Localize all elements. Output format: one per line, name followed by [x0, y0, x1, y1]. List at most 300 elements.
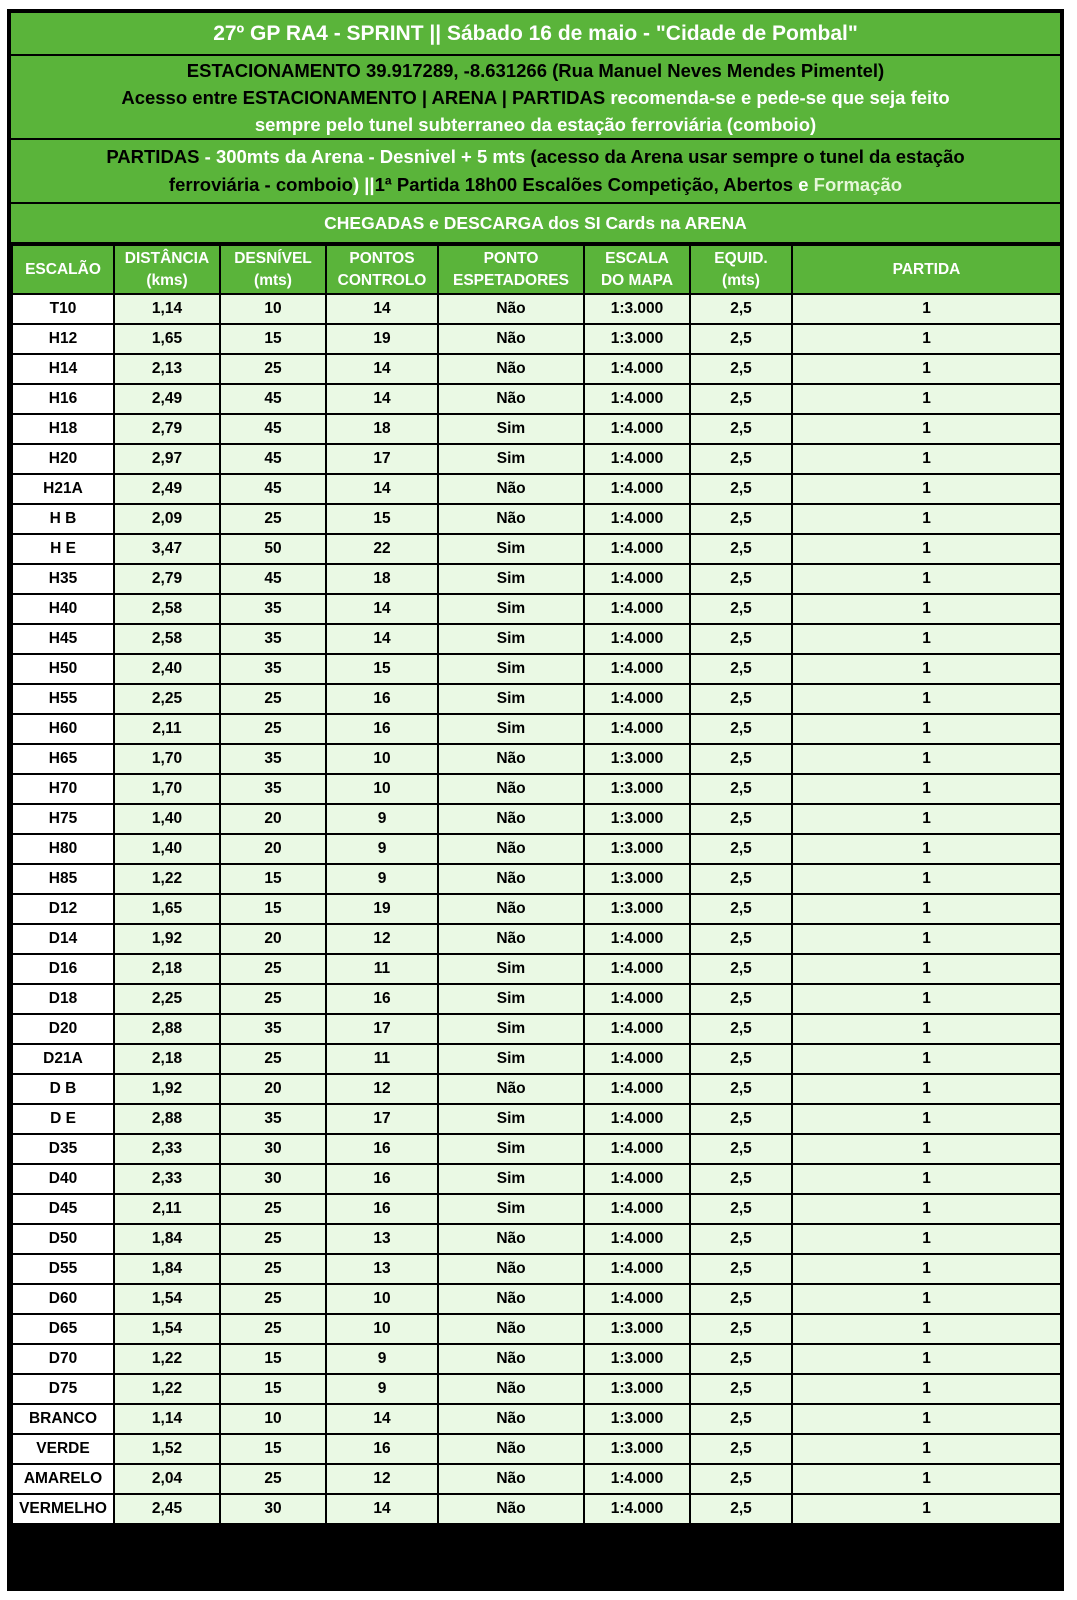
cell-climb: 25 [220, 504, 326, 534]
cell-category: D55 [12, 1254, 114, 1284]
cell-spectator: Não [438, 354, 584, 384]
cell-map-scale: 1:3.000 [584, 1344, 690, 1374]
cell-category: H55 [12, 684, 114, 714]
cell-spectator: Sim [438, 954, 584, 984]
finish-info [11, 204, 1060, 244]
cell-controls: 14 [326, 294, 438, 324]
cell-start: 1 [792, 324, 1061, 354]
cell-start: 1 [792, 1254, 1061, 1284]
cell-equidistance: 2,5 [690, 1044, 792, 1074]
cell-controls: 9 [326, 1344, 438, 1374]
cell-start: 1 [792, 294, 1061, 324]
cell-controls: 14 [326, 1404, 438, 1434]
cell-category: H40 [12, 594, 114, 624]
cell-distance: 2,04 [114, 1464, 220, 1494]
cell-controls: 10 [326, 744, 438, 774]
cell-controls: 15 [326, 504, 438, 534]
event-title [11, 13, 1060, 56]
cell-distance: 2,25 [114, 684, 220, 714]
cell-map-scale: 1:4.000 [584, 954, 690, 984]
table-row [12, 1494, 1061, 1524]
cell-map-scale: 1:4.000 [584, 384, 690, 414]
cell-start: 1 [792, 414, 1061, 444]
cell-equidistance: 2,5 [690, 324, 792, 354]
cell-climb: 20 [220, 1074, 326, 1104]
cell-distance: 2,58 [114, 594, 220, 624]
cell-equidistance: 2,5 [690, 414, 792, 444]
cell-climb: 50 [220, 534, 326, 564]
cell-controls: 16 [326, 1134, 438, 1164]
cell-controls: 9 [326, 804, 438, 834]
cell-controls: 14 [326, 354, 438, 384]
cell-controls: 16 [326, 684, 438, 714]
cell-equidistance: 2,5 [690, 354, 792, 384]
cell-start: 1 [792, 444, 1061, 474]
cell-equidistance: 2,5 [690, 1314, 792, 1344]
cell-category: H12 [12, 324, 114, 354]
table-row [12, 714, 1061, 744]
table-row [12, 804, 1061, 834]
table-row [12, 684, 1061, 714]
cell-climb: 15 [220, 864, 326, 894]
cell-spectator: Sim [438, 1104, 584, 1134]
cell-category: VERMELHO [12, 1494, 114, 1524]
cell-map-scale: 1:4.000 [584, 564, 690, 594]
cell-equidistance: 2,5 [690, 444, 792, 474]
cell-category: D12 [12, 894, 114, 924]
cell-climb: 25 [220, 714, 326, 744]
cell-map-scale: 1:3.000 [584, 1314, 690, 1344]
cell-spectator: Não [438, 834, 584, 864]
cell-map-scale: 1:4.000 [584, 1164, 690, 1194]
cell-equidistance: 2,5 [690, 564, 792, 594]
cell-equidistance: 2,5 [690, 924, 792, 954]
first-start: 1ª Partida 18h00 Escalões Competição, Abertos [374, 174, 799, 195]
cell-climb: 20 [220, 834, 326, 864]
cell-spectator: Sim [438, 444, 584, 474]
cell-distance: 2,40 [114, 654, 220, 684]
table-row [12, 1164, 1061, 1194]
cell-equidistance: 2,5 [690, 1404, 792, 1434]
cell-controls: 10 [326, 1314, 438, 1344]
col-climb: DESNÍVEL (mts) [220, 245, 326, 294]
cell-climb: 25 [220, 1464, 326, 1494]
cell-category: D45 [12, 1194, 114, 1224]
cell-equidistance: 2,5 [690, 474, 792, 504]
starts-note-2: ferroviária - comboio [168, 174, 353, 195]
table-row [12, 354, 1061, 384]
cell-map-scale: 1:3.000 [584, 864, 690, 894]
cell-spectator: Sim [438, 534, 584, 564]
cell-distance: 1,22 [114, 1344, 220, 1374]
cell-spectator: Não [438, 324, 584, 354]
cell-controls: 9 [326, 834, 438, 864]
cell-spectator: Não [438, 1314, 584, 1344]
cell-spectator: Não [438, 804, 584, 834]
cell-map-scale: 1:4.000 [584, 1074, 690, 1104]
cell-start: 1 [792, 834, 1061, 864]
table-row [12, 444, 1061, 474]
cell-start: 1 [792, 1134, 1061, 1164]
cell-equidistance: 2,5 [690, 384, 792, 414]
cell-distance: 2,58 [114, 624, 220, 654]
cell-map-scale: 1:3.000 [584, 744, 690, 774]
cell-distance: 2,79 [114, 414, 220, 444]
cell-category: H85 [12, 864, 114, 894]
cell-spectator: Sim [438, 1044, 584, 1074]
cell-category: H21A [12, 474, 114, 504]
cell-climb: 35 [220, 654, 326, 684]
cell-equidistance: 2,5 [690, 954, 792, 984]
cell-controls: 13 [326, 1224, 438, 1254]
cell-climb: 25 [220, 1254, 326, 1284]
table-row [12, 954, 1061, 984]
event-title-text: 27º GP RA4 - SPRINT || Sábado 16 de maio - "Cidade de Pombal" [213, 21, 858, 45]
cell-equidistance: 2,5 [690, 834, 792, 864]
cell-distance: 1,92 [114, 924, 220, 954]
cell-equidistance: 2,5 [690, 1374, 792, 1404]
cell-start: 1 [792, 1344, 1061, 1374]
cell-equidistance: 2,5 [690, 294, 792, 324]
cell-equidistance: 2,5 [690, 1434, 792, 1464]
cell-spectator: Sim [438, 564, 584, 594]
cell-category: H65 [12, 744, 114, 774]
cell-category: H B [12, 504, 114, 534]
cell-start: 1 [792, 384, 1061, 414]
cell-climb: 10 [220, 294, 326, 324]
cell-climb: 45 [220, 444, 326, 474]
cell-start: 1 [792, 1314, 1061, 1344]
table-row [12, 1434, 1061, 1464]
cell-controls: 19 [326, 324, 438, 354]
cell-controls: 14 [326, 594, 438, 624]
cell-start: 1 [792, 924, 1061, 954]
starts-tail: ) || [352, 174, 375, 195]
cell-spectator: Não [438, 1494, 584, 1524]
table-row [12, 624, 1061, 654]
cell-category: H60 [12, 714, 114, 744]
cell-climb: 35 [220, 1014, 326, 1044]
courses-table [11, 244, 1062, 1525]
cell-category: D21A [12, 1044, 114, 1074]
cell-map-scale: 1:4.000 [584, 594, 690, 624]
cell-equidistance: 2,5 [690, 654, 792, 684]
cell-climb: 30 [220, 1164, 326, 1194]
cell-start: 1 [792, 1074, 1061, 1104]
cell-spectator: Sim [438, 684, 584, 714]
cell-distance: 1,14 [114, 1404, 220, 1434]
cell-start: 1 [792, 684, 1061, 714]
cell-map-scale: 1:4.000 [584, 1104, 690, 1134]
cell-spectator: Sim [438, 624, 584, 654]
cell-category: VERDE [12, 1434, 114, 1464]
col-spectator: PONTO ESPETADORES [438, 245, 584, 294]
cell-distance: 1,40 [114, 804, 220, 834]
cell-category: H18 [12, 414, 114, 444]
cell-distance: 2,25 [114, 984, 220, 1014]
cell-equidistance: 2,5 [690, 804, 792, 834]
cell-equidistance: 2,5 [690, 1194, 792, 1224]
cell-controls: 22 [326, 534, 438, 564]
cell-climb: 35 [220, 774, 326, 804]
cell-category: H50 [12, 654, 114, 684]
cell-map-scale: 1:3.000 [584, 1434, 690, 1464]
cell-controls: 17 [326, 444, 438, 474]
cell-distance: 3,47 [114, 534, 220, 564]
cell-climb: 25 [220, 354, 326, 384]
cell-controls: 10 [326, 774, 438, 804]
cell-distance: 2,45 [114, 1494, 220, 1524]
cell-start: 1 [792, 504, 1061, 534]
table-row [12, 504, 1061, 534]
cell-distance: 2,49 [114, 384, 220, 414]
cell-equidistance: 2,5 [690, 1074, 792, 1104]
table-row [12, 1104, 1061, 1134]
cell-category: H20 [12, 444, 114, 474]
col-map-scale: ESCALA DO MAPA [584, 245, 690, 294]
cell-map-scale: 1:4.000 [584, 1014, 690, 1044]
cell-controls: 16 [326, 1194, 438, 1224]
cell-spectator: Não [438, 1434, 584, 1464]
cell-spectator: Não [438, 1404, 584, 1434]
cell-spectator: Não [438, 474, 584, 504]
cell-distance: 1,22 [114, 864, 220, 894]
cell-start: 1 [792, 624, 1061, 654]
cell-controls: 17 [326, 1014, 438, 1044]
cell-category: H E [12, 534, 114, 564]
table-row [12, 1134, 1061, 1164]
course-sheet [7, 9, 1064, 1591]
cell-map-scale: 1:4.000 [584, 444, 690, 474]
cell-controls: 16 [326, 1164, 438, 1194]
cell-start: 1 [792, 354, 1061, 384]
cell-climb: 15 [220, 1344, 326, 1374]
cell-equidistance: 2,5 [690, 504, 792, 534]
cell-map-scale: 1:4.000 [584, 1134, 690, 1164]
cell-equidistance: 2,5 [690, 774, 792, 804]
cell-distance: 1,70 [114, 744, 220, 774]
cell-controls: 16 [326, 1434, 438, 1464]
cell-distance: 1,84 [114, 1254, 220, 1284]
cell-controls: 11 [326, 954, 438, 984]
cell-spectator: Não [438, 1464, 584, 1494]
cell-controls: 9 [326, 1374, 438, 1404]
table-row [12, 564, 1061, 594]
cell-category: D E [12, 1104, 114, 1134]
cell-map-scale: 1:4.000 [584, 1224, 690, 1254]
table-row [12, 1224, 1061, 1254]
cell-equidistance: 2,5 [690, 714, 792, 744]
table-row [12, 1344, 1061, 1374]
cell-map-scale: 1:4.000 [584, 414, 690, 444]
cell-spectator: Não [438, 384, 584, 414]
cell-spectator: Não [438, 1074, 584, 1104]
cell-map-scale: 1:4.000 [584, 1284, 690, 1314]
starts-label: PARTIDAS [106, 146, 200, 167]
cell-climb: 25 [220, 984, 326, 1014]
table-row [12, 834, 1061, 864]
col-controls: PONTOS CONTROLO [326, 245, 438, 294]
cell-spectator: Sim [438, 414, 584, 444]
cell-category: D70 [12, 1344, 114, 1374]
table-row [12, 894, 1061, 924]
cell-spectator: Não [438, 924, 584, 954]
access-label: Acesso entre ESTACIONAMENTO | ARENA | PARTIDAS [121, 86, 606, 108]
cell-spectator: Não [438, 504, 584, 534]
cell-start: 1 [792, 984, 1061, 1014]
cell-distance: 2,09 [114, 504, 220, 534]
cell-climb: 25 [220, 1224, 326, 1254]
formation-word: Formação [813, 174, 903, 195]
cell-climb: 25 [220, 1314, 326, 1344]
cell-controls: 11 [326, 1044, 438, 1074]
cell-start: 1 [792, 594, 1061, 624]
cell-distance: 1,65 [114, 324, 220, 354]
cell-climb: 35 [220, 624, 326, 654]
cell-equidistance: 2,5 [690, 1344, 792, 1374]
cell-start: 1 [792, 804, 1061, 834]
cell-category: D18 [12, 984, 114, 1014]
cell-controls: 17 [326, 1104, 438, 1134]
cell-category: D35 [12, 1134, 114, 1164]
cell-map-scale: 1:4.000 [584, 1044, 690, 1074]
cell-equidistance: 2,5 [690, 1254, 792, 1284]
cell-map-scale: 1:3.000 [584, 834, 690, 864]
table-row [12, 1074, 1061, 1104]
cell-spectator: Não [438, 1284, 584, 1314]
cell-distance: 2,88 [114, 1014, 220, 1044]
table-row [12, 384, 1061, 414]
cell-category: D60 [12, 1284, 114, 1314]
cell-start: 1 [792, 1374, 1061, 1404]
cell-map-scale: 1:3.000 [584, 294, 690, 324]
cell-controls: 14 [326, 1494, 438, 1524]
cell-map-scale: 1:4.000 [584, 924, 690, 954]
cell-start: 1 [792, 774, 1061, 804]
cell-controls: 18 [326, 414, 438, 444]
table-row [12, 1254, 1061, 1284]
cell-spectator: Sim [438, 1194, 584, 1224]
cell-climb: 25 [220, 954, 326, 984]
cell-controls: 14 [326, 384, 438, 414]
cell-distance: 2,11 [114, 714, 220, 744]
table-row [12, 1374, 1061, 1404]
cell-climb: 15 [220, 1374, 326, 1404]
cell-spectator: Sim [438, 654, 584, 684]
cell-equidistance: 2,5 [690, 1014, 792, 1044]
cell-start: 1 [792, 1104, 1061, 1134]
cell-category: H70 [12, 774, 114, 804]
cell-equidistance: 2,5 [690, 624, 792, 654]
cell-controls: 12 [326, 924, 438, 954]
cell-map-scale: 1:3.000 [584, 774, 690, 804]
cell-start: 1 [792, 864, 1061, 894]
cell-distance: 2,13 [114, 354, 220, 384]
cell-start: 1 [792, 1014, 1061, 1044]
cell-start: 1 [792, 1044, 1061, 1074]
cell-spectator: Não [438, 774, 584, 804]
cell-category: T10 [12, 294, 114, 324]
parking-coords: 39.917289, -8.631266 (Rua Manuel Neves Mendes Pimentel) [360, 59, 885, 81]
cell-spectator: Não [438, 1254, 584, 1284]
table-row [12, 294, 1061, 324]
cell-controls: 18 [326, 564, 438, 594]
table-row [12, 474, 1061, 504]
cell-map-scale: 1:3.000 [584, 894, 690, 924]
cell-climb: 25 [220, 1284, 326, 1314]
cell-distance: 2,33 [114, 1164, 220, 1194]
cell-climb: 20 [220, 804, 326, 834]
cell-distance: 1,70 [114, 774, 220, 804]
table-row [12, 1284, 1061, 1314]
starts-text: - 300mts da Arena - Desnivel + 5 mts [199, 146, 531, 167]
cell-climb: 45 [220, 414, 326, 444]
cell-climb: 35 [220, 594, 326, 624]
cell-start: 1 [792, 1404, 1061, 1434]
cell-category: D16 [12, 954, 114, 984]
cell-spectator: Sim [438, 1014, 584, 1044]
cell-distance: 2,33 [114, 1134, 220, 1164]
cell-start: 1 [792, 1494, 1061, 1524]
cell-distance: 2,11 [114, 1194, 220, 1224]
cell-start: 1 [792, 1284, 1061, 1314]
cell-category: H45 [12, 624, 114, 654]
cell-map-scale: 1:3.000 [584, 1404, 690, 1434]
cell-spectator: Sim [438, 1164, 584, 1194]
cell-equidistance: 2,5 [690, 534, 792, 564]
cell-start: 1 [792, 1194, 1061, 1224]
cell-category: H75 [12, 804, 114, 834]
cell-distance: 2,88 [114, 1104, 220, 1134]
starts-note: (acesso da Arena usar sempre o tunel da estação [530, 146, 965, 167]
table-header-row [12, 245, 1061, 294]
cell-map-scale: 1:4.000 [584, 984, 690, 1014]
parking-label: ESTACIONAMENTO [186, 59, 361, 81]
cell-climb: 45 [220, 384, 326, 414]
cell-controls: 16 [326, 714, 438, 744]
cell-distance: 2,18 [114, 954, 220, 984]
starts-info [11, 140, 1060, 204]
cell-spectator: Não [438, 1224, 584, 1254]
cell-equidistance: 2,5 [690, 1134, 792, 1164]
cell-category: D B [12, 1074, 114, 1104]
cell-distance: 1,84 [114, 1224, 220, 1254]
table-row [12, 984, 1061, 1014]
cell-map-scale: 1:4.000 [584, 1254, 690, 1284]
cell-climb: 35 [220, 744, 326, 774]
col-distance: DISTÂNCIA (kms) [114, 245, 220, 294]
cell-spectator: Não [438, 1374, 584, 1404]
cell-category: D14 [12, 924, 114, 954]
cell-distance: 1,40 [114, 834, 220, 864]
cell-controls: 14 [326, 474, 438, 504]
finish-text: CHEGADAS e DESCARGA dos SI Cards na ARENA [324, 212, 747, 233]
cell-climb: 30 [220, 1134, 326, 1164]
cell-equidistance: 2,5 [690, 894, 792, 924]
cell-controls: 16 [326, 984, 438, 1014]
cell-start: 1 [792, 714, 1061, 744]
cell-distance: 2,97 [114, 444, 220, 474]
cell-spectator: Não [438, 744, 584, 774]
cell-start: 1 [792, 1164, 1061, 1194]
cell-climb: 20 [220, 924, 326, 954]
cell-category: D50 [12, 1224, 114, 1254]
cell-climb: 45 [220, 564, 326, 594]
cell-equidistance: 2,5 [690, 744, 792, 774]
table-row [12, 594, 1061, 624]
table-row [12, 1314, 1061, 1344]
table-row [12, 534, 1061, 564]
